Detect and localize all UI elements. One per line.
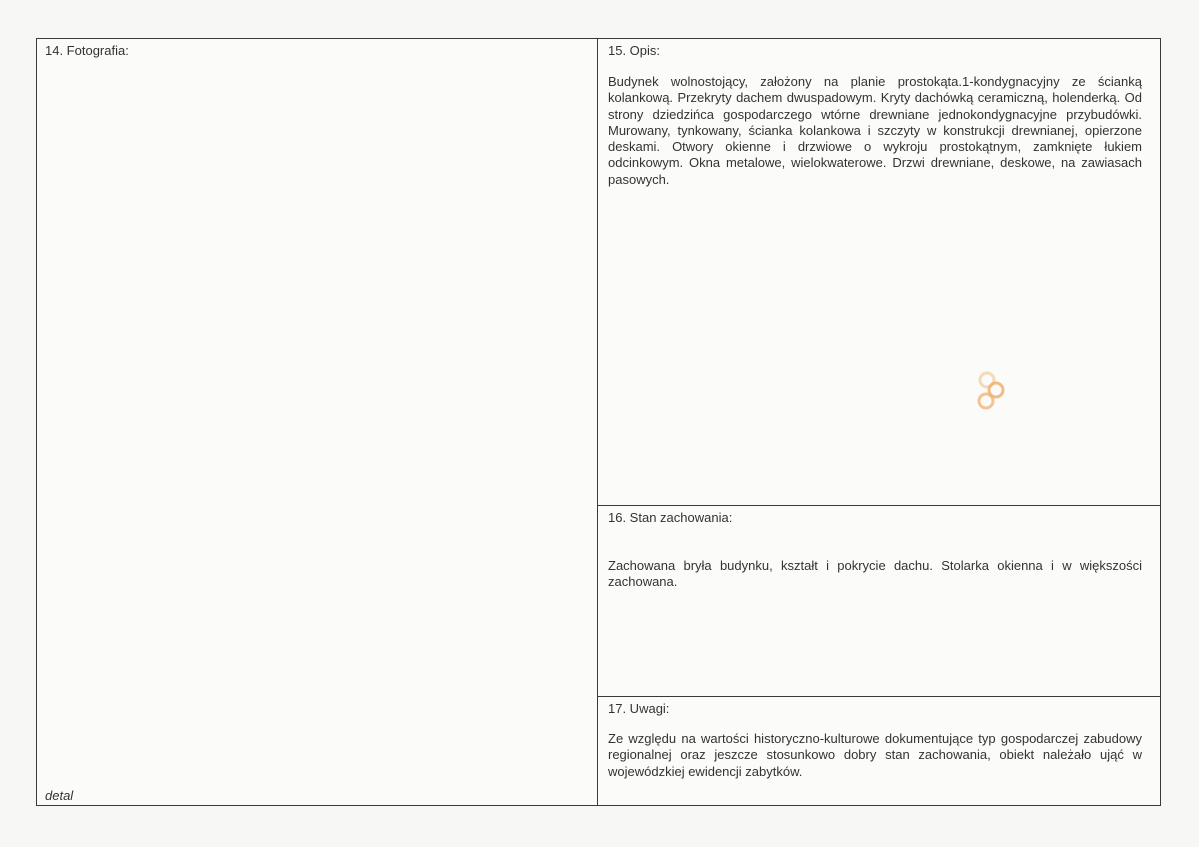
ring-stamp-icon — [971, 366, 1011, 418]
uwagi-text: Ze względu na wartości historyczno-kulturowe dokumentujące typ gospodarczej zabudowy regionalnej oraz jeszcze stosunkowo dobry stan zachowania, obiekt należało ująć w wojewódzkiej ewidencji zabytków. — [608, 731, 1142, 779]
stan-label: 16. Stan zachowania: — [608, 510, 733, 525]
uwagi-label: 17. Uwagi: — [608, 701, 670, 716]
stamp-ring-bottom — [979, 394, 993, 408]
stan-section — [598, 506, 1160, 697]
uwagi-section — [598, 697, 1160, 805]
opis-label: 15. Opis: — [608, 43, 661, 58]
photo-label: 14. Fotografia: — [45, 43, 129, 58]
opis-section — [598, 39, 1160, 506]
record-sheet — [36, 38, 1161, 806]
photo-caption: detal — [45, 788, 74, 803]
opis-text: Budynek wolnostojący, założony na planie prostokąta.1-kondygnacyjny ze ścianką kolankową. Przekryty dachem dwuspadowym. Kryty dachówką ceramiczną, holenderką. Od strony dziedzińca gospodarczego wtórne drewniane jednokondygnacyjne przybudówki. Murowany, tynkowany, ścianka kolankowa i szczyty w konstrukcji drewnianej, opierzone deskami. Otwory okienne i drzwiowe o wykroju prostokątnym, zamknięte łukiem odcinkowym. Okna metalowe, wielokwaterowe. Drzwi drewniane, deskowe, na zawiasach pasowych. — [608, 74, 1142, 187]
stan-text: Zachowana bryła budynku, kształt i pokrycie dachu. Stolarka okienna i w większości zachowana. — [608, 558, 1142, 590]
photo-section — [37, 39, 598, 805]
description-column — [598, 39, 1160, 805]
